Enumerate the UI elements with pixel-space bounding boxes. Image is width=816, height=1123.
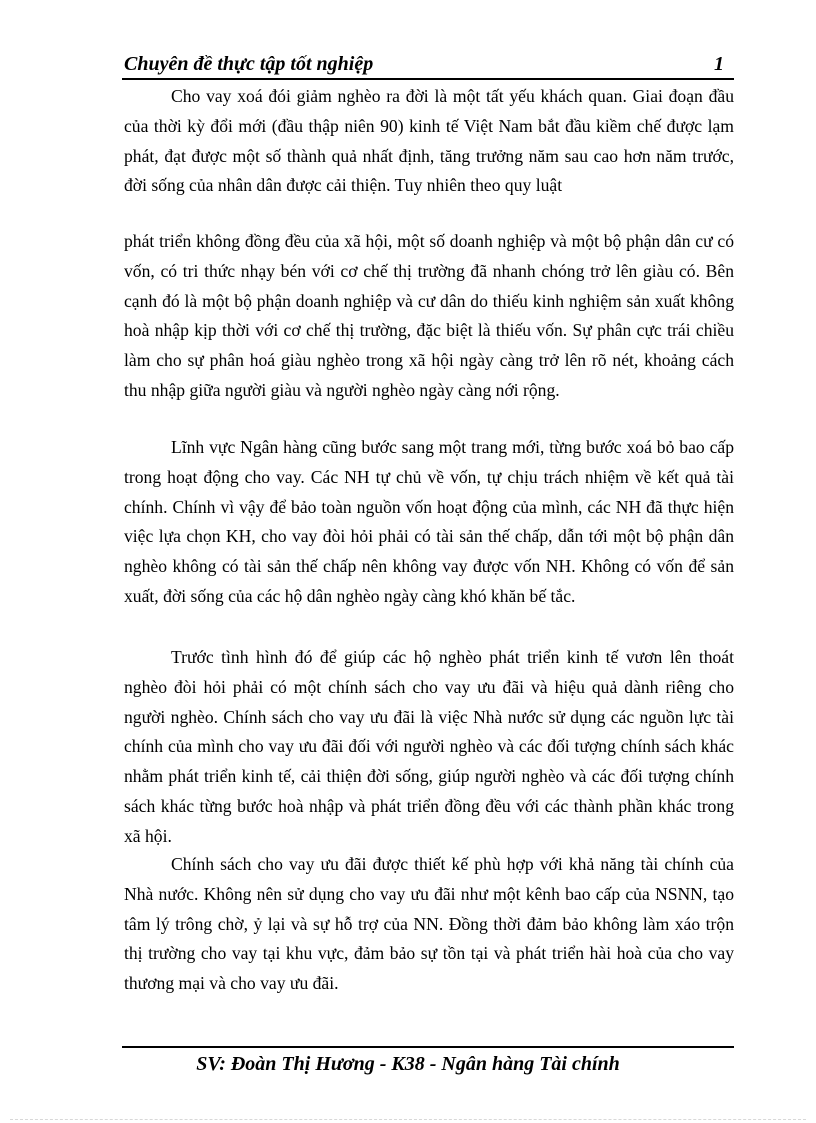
page-number: 1 bbox=[714, 53, 724, 75]
paragraph: Lĩnh vực Ngân hàng cũng bước sang một trang mới, từng bước xoá bỏ bao cấp trong hoạt động cho vay. Các NH tự chủ về vốn, tự chịu trách nhiệm về kết quả tài chính. Chính vì vậy để bảo toàn nguồn vốn hoạt động của mình, các NH đã thực hiện việc lựa chọn KH, cho vay đòi hỏi phải có tài sản thế chấp, dẫn tới một bộ phận dân nghèo không có tài sản thế chấp nên không vay được vốn NH. Không có vốn để sản xuất, đời sống của các hộ dân nghèo ngày càng khó khăn bế tắc. bbox=[124, 437, 734, 606]
footer-author: SV: Đoàn Thị Hương - K38 - Ngân hàng Tài chính bbox=[196, 1053, 620, 1075]
page-bottom-edge bbox=[10, 1119, 806, 1120]
footer-divider bbox=[122, 1046, 734, 1048]
paragraph: Chính sách cho vay ưu đãi được thiết kế phù hợp với khả năng tài chính của Nhà nước. Không nên sử dụng cho vay ưu đãi như một kênh bao cấp của NSNN, tạo tâm lý trông chờ, ỷ lại và sự hỗ trợ của NN. Đồng thời đảm bảo không làm xáo trộn thị trường cho vay tại khu vực, đảm bảo sự tồn tại và phát triển hài hoà của cho vay thương mại và cho vay ưu đãi. bbox=[124, 854, 734, 994]
page-header bbox=[122, 50, 734, 80]
paragraph: Cho vay xoá đói giảm nghèo ra đời là một tất yếu khách quan. Giai đoạn đầu của thời kỳ đổi mới (đầu thập niên 90) kinh tế Việt Nam bắt đầu kiềm chế được lạm phát, đạt được một số thành quả nhất định, tăng trưởng năm sau cao hơn năm trước, đời sống của nhân dân được cải thiện. Tuy nhiên theo quy luật bbox=[124, 86, 734, 196]
document-title: Chuyên đề thực tập tốt nghiệp bbox=[124, 53, 374, 75]
paragraph-continuation: phát triển không đồng đều của xã hội, một số doanh nghiệp và một bộ phận dân cư có vốn, có tri thức nhạy bén với cơ chế thị trường đã nhanh chóng trở lên giàu có. Bên cạnh đó là một bộ phận doanh nghiệp và cư dân do thiếu kinh nghiệm sản xuất không hoà nhập kịp thời với cơ chế thị trường, đặc biệt là thiếu vốn. Sự phân cực trái chiều làm cho sự phân hoá giàu nghèo trong xã hội ngày càng trở lên rõ nét, khoảng cách thu nhập giữa người giàu và người nghèo ngày càng nới rộng. bbox=[124, 231, 734, 400]
paragraph: Trước tình hình đó để giúp các hộ nghèo phát triển kinh tế vươn lên thoát nghèo đòi hỏi phải có một chính sách cho vay ưu đãi và hiệu quả dành riêng cho người nghèo. Chính sách cho vay ưu đãi là việc Nhà nước sử dụng các nguồn lực tài chính của mình cho vay ưu đãi đối với người nghèo và các đối tượng chính sách khác nhằm phát triển kinh tế, cải thiện đời sống, giúp người nghèo và các đối tượng chính sách khác từng bước hoà nhập và phát triển đồng đều với các thành phần khác trong xã hội. bbox=[124, 647, 734, 846]
